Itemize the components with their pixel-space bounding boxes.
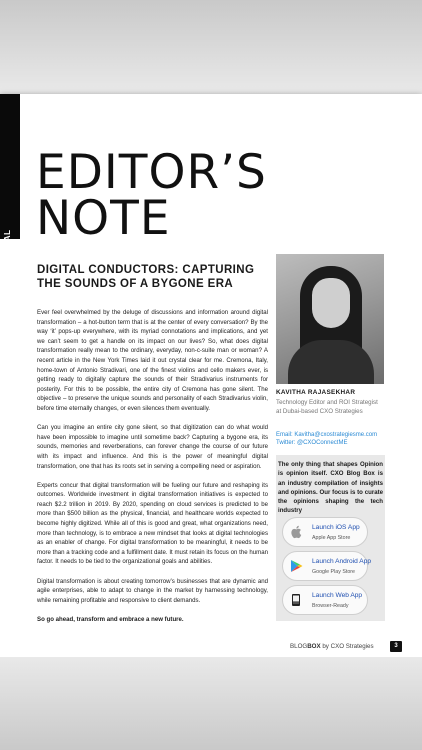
paragraph: Experts concur that digital transformation will be fueling our future and reshaping its outcomes. Worldwide investment in digital transformation initiatives is expected to reach $2.2 trillion in 2019. By 2020, spending on cloud services is predicted to be more than $500 billion as the physical, financial, and healthcare worlds expected to become highly digitized. While all of this is good and great, what organizations need, more than technology, is to embrace a new mindset that looks at digital technologies as an enabler of change. For digital transformation to be meaningful, it needs to be more than a tracking code and a fulfillment date. It must retain its focus on the human factor. It needs to be tied to the organizational goals and abilities. (37, 481, 268, 566)
photo-face-shape (312, 278, 350, 328)
launch-android-button[interactable] (282, 551, 372, 581)
section-tab (0, 94, 20, 277)
author-twitter-link[interactable]: Twitter: @CXOConnectME (276, 440, 348, 446)
closing-line: So go ahead, transform and embrace a new future. (37, 616, 184, 623)
author-role: Technology Editor and ROI Strategist at Dubai-based CXO Strategies (276, 399, 378, 415)
footer-brand-prefix: BLOG (290, 643, 308, 650)
paragraph: Can you imagine an entire city gone silent, so that digitization can do what would have been impossible to imagine until sometime back? Capturing a bygone era, its sounds, memories and reverberations, can forever change the course of our future with its impact and influence. And this is the power of meaningful digital transformation, one that has its roots set in serving a compelling need or aspiration. (37, 424, 268, 470)
launch-ios-button[interactable] (282, 517, 368, 547)
page-number: 3 (390, 641, 402, 652)
apple-icon (289, 525, 303, 539)
launch-web-title: Launch Web App (312, 592, 363, 599)
promo-text: The only thing that shapes Opinion is opinion itself. CXO Blog Box is an industry compilation of insights and opinions. Our focus is to curate the opinions shaping the tech industry (278, 461, 383, 515)
page-title (36, 145, 336, 246)
promo-box (276, 455, 385, 621)
web-app-icon (289, 593, 303, 607)
article-body (37, 308, 268, 634)
launch-ios-subtitle: Apple App Store (312, 535, 351, 541)
page-title-line-2: NOTE (36, 191, 171, 246)
launch-android-subtitle: Google Play Store (312, 569, 355, 575)
section-tab-label: EDITORIAL (3, 229, 12, 277)
article-headline: DIGITAL CONDUCTORS: CAPTURING THE SOUNDS OF A BYGONE ERA (37, 264, 255, 290)
background-top (0, 0, 422, 94)
author-photo (276, 254, 384, 384)
footer-brand-suffix: BOX (307, 643, 321, 650)
photo-body-shape (288, 340, 374, 384)
page-footer (290, 643, 402, 653)
launch-ios-title: Launch iOS App (312, 524, 360, 531)
launch-web-button[interactable] (282, 585, 368, 615)
play-store-icon (289, 559, 303, 573)
footer-byline: by CXO Strategies (320, 643, 374, 650)
author-name: KAVITHA RAJASEKHAR (276, 389, 356, 396)
author-email-link[interactable]: Email: Kavitha@cxostrategiesme.com (276, 432, 378, 438)
launch-android-title: Launch Android App (312, 558, 372, 565)
paragraph: Digital transformation is about creating tomorrow’s businesses that are dynamic and agile enterprises, able to adapt to change in the market by harnessing technology, while remaining profitable and responsive to client demands. (37, 577, 268, 604)
paragraph: Ever feel overwhelmed by the deluge of discussions and information around digital transformation – a hot-button term that is at the center of every conversation? By the way ‘it’ pops-up everywhere, with its myriad connotations and implications, and yet we can’t seem to get a handle on its impact on our lives? So, what does digital transformation really mean to the ordinary, everyday, non-c-suite man or woman? A recent article in the New York Times laid it out crystal clear for me. Cremona, Italy, home-town of Antonio Stradivari, one of the finest violins and cello makers ever, is getting ready to digitally capture the sounds of their Stradivarius instruments for posterity. For this to be possible, the entire city of Cremona has gone silent. The objective – to preserve the unique sounds and personality of each Stradivarius violin, before time eternally changes, or even silences them eventually. (37, 309, 268, 412)
launch-web-subtitle: Browser-Ready (312, 603, 349, 609)
page-title-line-1: EDITOR’S (36, 145, 267, 200)
background-bottom (0, 657, 422, 750)
